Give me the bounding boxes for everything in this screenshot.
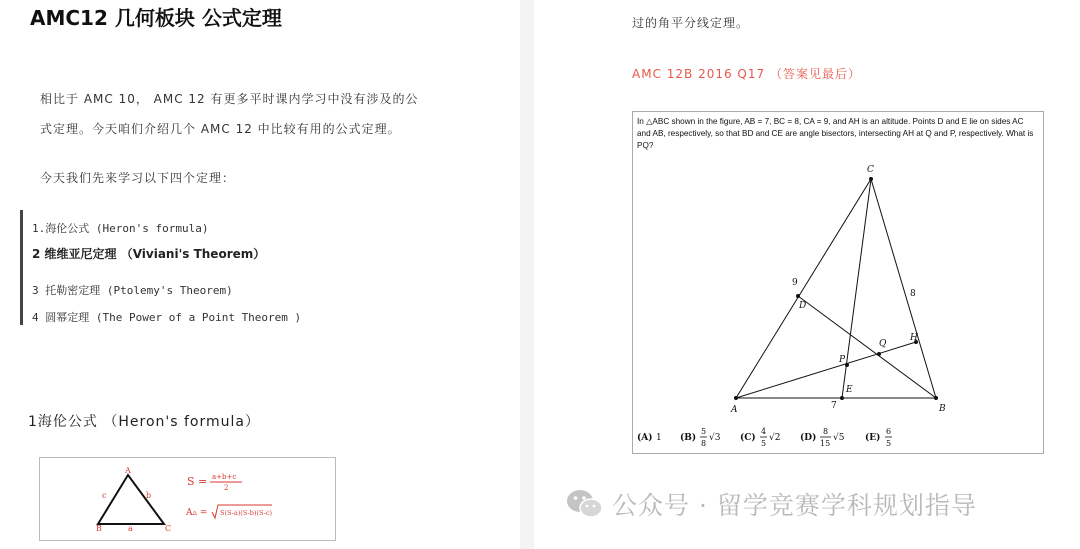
label-c: C	[867, 165, 874, 175]
right-intro-line: 过的角平分线定理。	[632, 16, 750, 30]
heron-handwritten-figure	[40, 458, 335, 540]
label-a: A	[731, 405, 738, 415]
heron-vertex-b: B	[96, 524, 102, 533]
choice-e-letter: (E)	[865, 433, 881, 443]
problem-box	[632, 111, 1044, 454]
choice-d-den: 15	[820, 439, 831, 448]
choice-d-rad: √5	[833, 433, 845, 443]
point-d	[796, 294, 800, 298]
choice-c-den: 5	[761, 439, 767, 448]
problem-statement: In △ABC shown in the figure, AB = 7, BC = 8, CA = 9, and AH is an altitude. Points D and E lie on sides AC and AB, respectively, so that BD and CE are angle bisectors, intersecting AH at Q and P, respectively. What is PQ?	[637, 117, 1034, 150]
choice-d-letter: (D)	[800, 433, 817, 443]
list-quote-bar	[20, 210, 23, 325]
label-d: D	[799, 301, 807, 311]
point-p	[845, 363, 849, 367]
side-label-ab: 7	[831, 401, 837, 411]
watermark	[566, 486, 977, 522]
list-item-viviani: 2 维维亚尼定理 （Viviani's Theorem）	[32, 247, 266, 261]
choice-a-letter: (A)	[637, 433, 653, 443]
heron-s-den: 2	[224, 484, 229, 492]
label-q: Q	[879, 339, 887, 349]
list-item-ptolemy: 3 托勒密定理 (Ptolemy's Theorem)	[32, 284, 233, 297]
choice-a-value: 1	[656, 433, 662, 443]
choice-b-letter: (B)	[680, 433, 697, 443]
choice-e-num: 6	[886, 427, 892, 436]
watermark-text: 公众号 · 留学竞赛学科规划指导	[612, 491, 977, 520]
choice-d-num: 8	[823, 427, 829, 436]
choice-b-rad: √3	[709, 433, 721, 443]
page-divider	[520, 0, 534, 549]
wechat-icon	[566, 488, 604, 520]
heron-side-c: c	[102, 491, 107, 500]
heron-figure	[39, 457, 336, 541]
heron-vertex-c: C	[165, 524, 172, 533]
choice-c-num: 4	[761, 427, 767, 436]
label-p: P	[839, 355, 846, 365]
choice-c-rad: √2	[769, 433, 781, 443]
heron-area-rhs: S(S-a)(S-b)(S-c)	[220, 509, 273, 517]
point-c	[869, 177, 873, 181]
side-label-ca: 9	[792, 278, 798, 288]
point-e	[840, 396, 844, 400]
label-b: B	[939, 404, 946, 414]
choice-e-den: 5	[886, 439, 892, 448]
problem-reference: AMC 12B 2016 Q17 （答案见最后）	[632, 67, 861, 81]
choice-c-letter: (C)	[740, 433, 756, 443]
list-item-power-of-point: 4 圆幂定理 (The Power of a Point Theorem )	[32, 311, 302, 324]
label-e: E	[846, 385, 853, 395]
label-h: H	[910, 333, 918, 343]
point-q	[877, 352, 881, 356]
choice-b-den: 8	[701, 439, 707, 448]
point-a	[734, 396, 738, 400]
choice-b-num: 5	[701, 427, 707, 436]
list-item-heron: 1.海伦公式 (Heron's formula)	[32, 222, 209, 235]
page-title: AMC12 几何板块 公式定理	[30, 6, 282, 30]
intro-line-3: 今天我们先来学习以下四个定理：	[40, 171, 236, 185]
heron-area-lhs: A▵ =	[186, 508, 208, 518]
heron-s-lhs: S =	[187, 475, 208, 488]
intro-line-2: 式定理。今天咱们介绍几个 AMC 12 中比较有用的公式定理。	[40, 122, 401, 136]
point-b	[934, 396, 938, 400]
side-label-bc: 8	[910, 289, 916, 299]
heron-s-num: a+b+c	[212, 473, 237, 481]
heron-vertex-a: A	[125, 466, 131, 475]
heron-side-b: b	[146, 491, 152, 500]
intro-line-1: 相比于 AMC 10， AMC 12 有更多平时课内学习中没有涉及的公	[40, 92, 419, 106]
heron-side-a: a	[128, 524, 133, 533]
triangle-figure	[633, 112, 1043, 453]
section-heading-heron: 1海伦公式 （Heron's formula）	[28, 414, 260, 430]
